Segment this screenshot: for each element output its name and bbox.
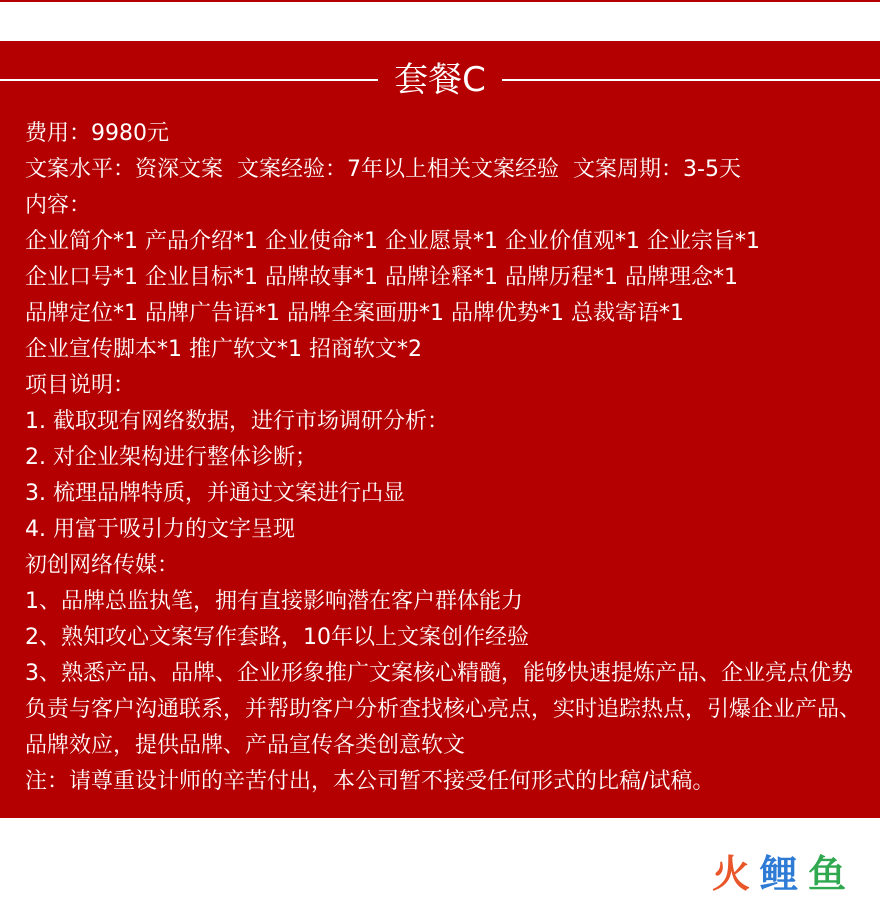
package-title: 套餐C	[394, 60, 486, 100]
project-line-2: 2. 对企业架构进行整体诊断；	[25, 445, 317, 470]
period-text: 文案周期：3-5天	[573, 157, 741, 182]
project-line-3: 3. 梳理品牌特质，并通过文案进行凸显	[25, 481, 405, 506]
content-line-2: 企业口号*1 企业目标*1 品牌故事*1 品牌诠释*1 品牌历程*1 品牌理念*1	[25, 265, 738, 290]
title-rule-left	[0, 79, 378, 81]
logo-char-fire: 火	[712, 852, 751, 896]
watermark-logo	[712, 852, 862, 896]
note-line: 注：请尊重设计师的辛苦付出，本公司暂不接受任何形式的比稿/试稿。	[25, 769, 715, 794]
content-label: 内容：	[25, 193, 92, 218]
content-line-1: 企业简介*1 产品介绍*1 企业使命*1 企业愿景*1 企业价值观*1 企业宗旨*1	[25, 229, 760, 254]
level-text: 文案水平：资深文案	[25, 157, 224, 182]
logo-char-fish: 鱼	[808, 852, 847, 896]
package-c-panel	[0, 41, 880, 818]
package-content	[25, 116, 865, 800]
logo-char-carp: 鲤	[760, 852, 799, 896]
top-divider	[0, 0, 880, 2]
title-row	[0, 55, 880, 105]
media-line-2: 2、熟知攻心文案写作套路，10年以上文案创作经验	[25, 625, 529, 650]
project-line-1: 1. 截取现有网络数据，进行市场调研分析：	[25, 409, 449, 434]
content-line-3: 品牌定位*1 品牌广告语*1 品牌全案画册*1 品牌优势*1 总裁寄语*1	[25, 301, 684, 326]
experience-text: 文案经验：7年以上相关文案经验	[237, 157, 560, 182]
title-rule-right	[502, 79, 880, 81]
media-label: 初创网络传媒：	[25, 553, 180, 578]
media-line-1: 1、品牌总监执笔，拥有直接影响潜在客户群体能力	[25, 589, 523, 614]
fee-line: 费用：9980元	[25, 121, 169, 146]
media-line-3: 3、熟悉产品、品牌、企业形象推广文案核心精髓，能够快速提炼产品、企业亮点优势负责与客户沟通联系，并帮助客户分析查找核心亮点，实时追踪热点，引爆企业产品、品牌效应，提供品牌、产品宣传各类创意软文	[25, 661, 862, 758]
requirements-line	[25, 152, 865, 188]
project-label: 项目说明：	[25, 373, 136, 398]
project-line-4: 4. 用富于吸引力的文字呈现	[25, 517, 295, 542]
content-line-4: 企业宣传脚本*1 推广软文*1 招商软文*2	[25, 337, 422, 362]
